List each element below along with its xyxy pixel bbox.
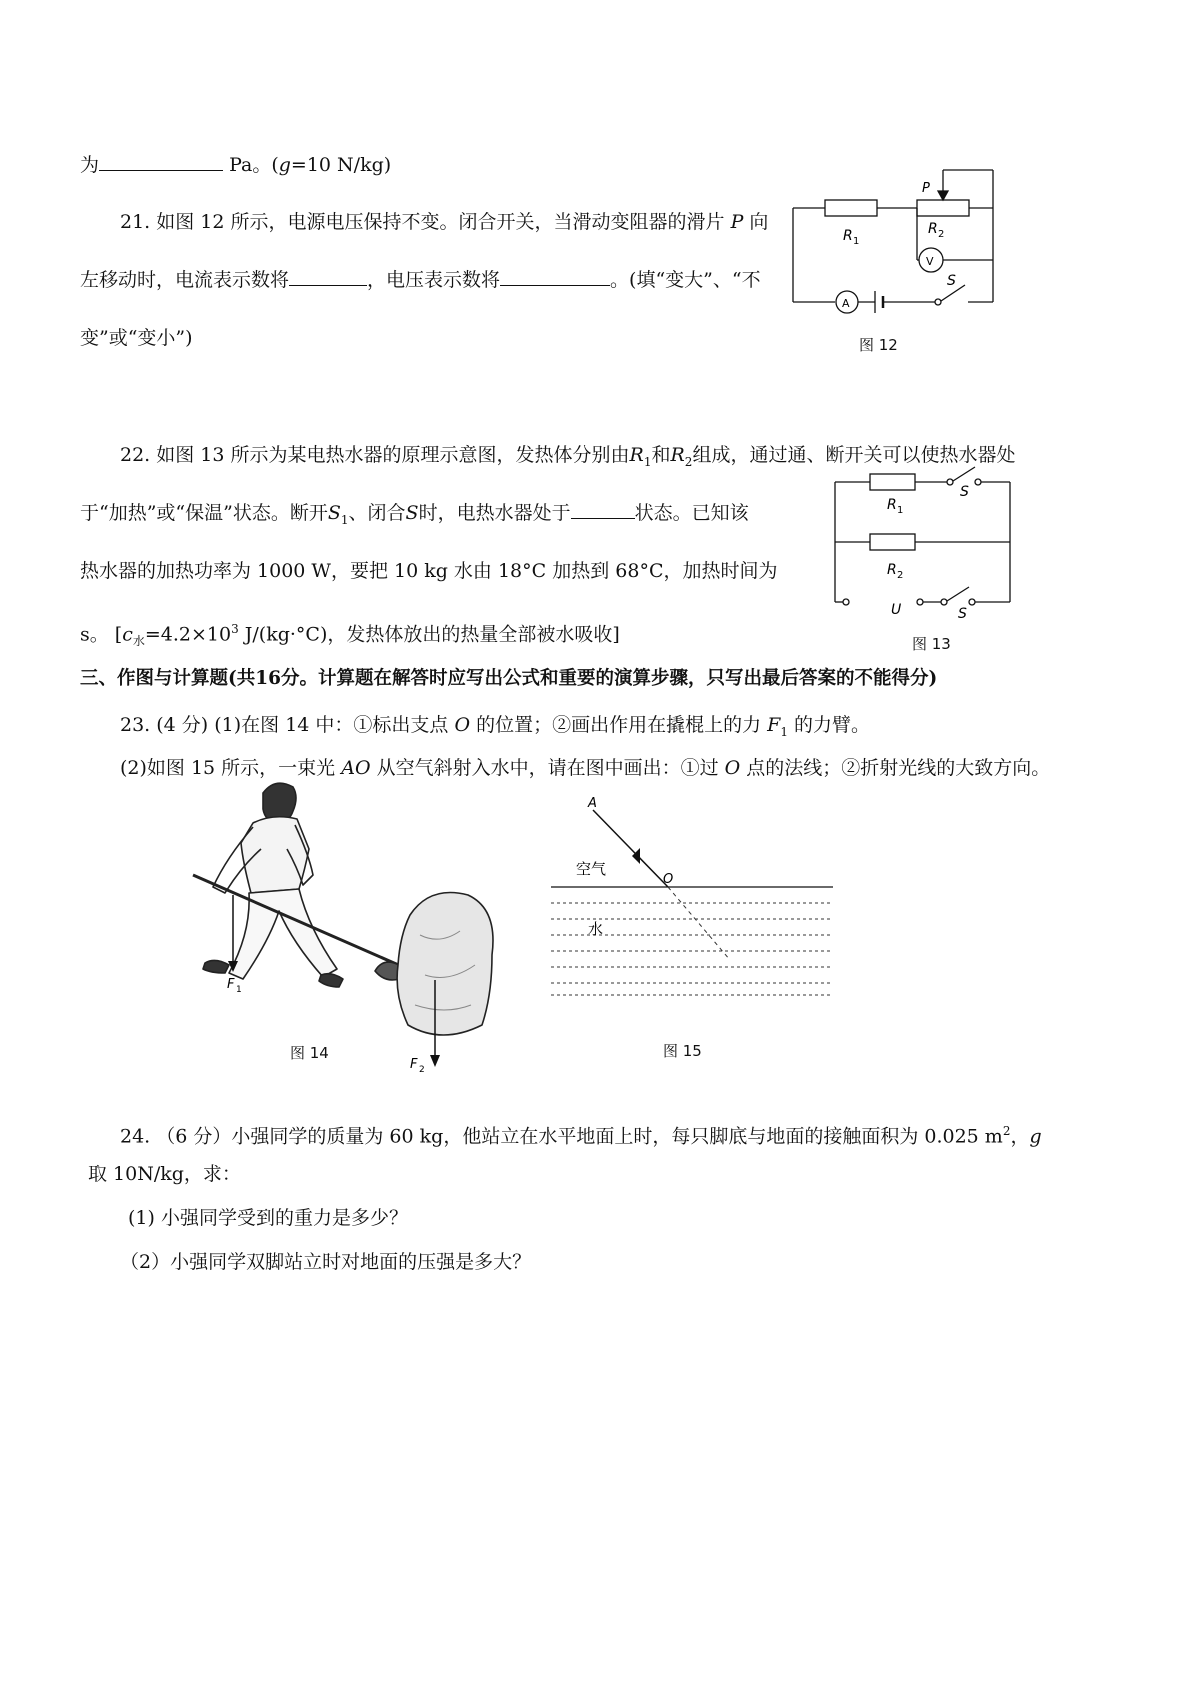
q24-sub1: (1) 小强同学受到的重力是多少？ [128, 1207, 408, 1229]
q24-text-b: ， [1010, 1125, 1030, 1148]
q22-text-c: J/(kg·°C)，发热体放出的热量全部被水吸收] [238, 623, 620, 646]
air-label: 空气 [576, 860, 607, 878]
o-symbol: O [724, 757, 741, 779]
r-sub-1: 1 [643, 454, 652, 469]
s-symbol: S [405, 502, 419, 524]
figure-13-caption: 图 13 [912, 635, 951, 653]
s1-label: S [960, 484, 969, 500]
g-symbol: g [278, 154, 291, 176]
q20-tail [80, 153, 391, 177]
figure-15-caption: 图 15 [663, 1042, 702, 1060]
q23-text-a: (2)如图 15 所示，一束光 [120, 757, 336, 779]
a-label: A [588, 796, 597, 811]
s-sub-1: 1 [340, 512, 349, 527]
r2-label: R [928, 221, 938, 237]
r-symbol: R [670, 444, 685, 466]
q22-line2 [80, 501, 749, 532]
resistor-r1 [825, 200, 877, 216]
c-sub-water: 水 [132, 634, 145, 649]
resistor-r2 [917, 200, 969, 216]
figure-12-caption: 图 12 [859, 336, 898, 354]
answer-blank[interactable] [571, 502, 635, 519]
figure-12-circuit [785, 165, 1000, 350]
f2-label: F [410, 1057, 418, 1072]
f-symbol: F [767, 714, 781, 736]
q22-text-b: 、闭合 [348, 502, 406, 524]
r-sub-2: 2 [684, 454, 693, 469]
q21-text-c: 。(填“变大”、“不 [610, 269, 761, 291]
f1-label: F [227, 977, 235, 992]
s-label: S [958, 606, 967, 622]
q24-sub2: （2）小强同学双脚站立时对地面的压强是多大？ [120, 1251, 532, 1273]
q21-line1 [120, 210, 768, 234]
figure-14-caption: 图 14 [290, 1044, 329, 1062]
f-sub: 1 [780, 724, 788, 739]
a-label: A [842, 297, 850, 310]
s-symbol: S [327, 502, 341, 524]
q21-text-b: ，电压表示数将 [367, 269, 501, 291]
exponent: 3 [231, 622, 239, 636]
q20-unit: Pa。( [229, 154, 279, 176]
q20-g-value: =10 N/kg) [290, 154, 392, 176]
q22-line4 [80, 617, 620, 653]
water-label: 水 [588, 920, 604, 938]
section-heading: 三、作图与计算题(共16分。计算题在解答时应写出公式和重要的演算步骤，只写出最后答案的不能得分) [80, 668, 938, 689]
q22-text-a: s。 [ [80, 623, 123, 646]
q21-line3: 变”或“变小”) [80, 327, 193, 349]
resistor-r1 [870, 474, 915, 490]
r2-sub: 2 [897, 570, 904, 581]
ao-symbol: AO [341, 757, 371, 779]
q22-text-b: =4.2×10 [144, 623, 232, 646]
q23-line1 [120, 713, 870, 744]
q23-text-b: 从空气斜射入水中，请在图中画出：①过 [376, 757, 719, 779]
q22-and: 和 [651, 444, 671, 466]
r1-label: R [843, 228, 853, 244]
q24-text-a: 24. （6 分）小强同学的质量为 60 kg，他站立在水平地面上时，每只脚底与地面的接触面积为 0.025 m [120, 1125, 1003, 1148]
figure-15-refraction [548, 790, 838, 1005]
c-symbol: c [122, 623, 133, 646]
answer-blank[interactable] [500, 269, 610, 286]
r2-label: R [887, 562, 897, 578]
q23-text-c: 点的法线；②折射光线的大致方向。 [746, 757, 1051, 779]
q24-line2: 取 10N/kg，求： [88, 1163, 241, 1185]
u-label: U [891, 602, 902, 618]
answer-blank[interactable] [289, 269, 367, 286]
answer-blank[interactable] [99, 154, 223, 171]
f2-sub: 2 [419, 1065, 425, 1075]
q22-line3: 热水器的加热功率为 1000 W，要把 10 kg 水由 18°C 加热到 68°C，加热时间为 [80, 560, 778, 582]
q21-text-a: 左移动时，电流表示数将 [80, 269, 290, 291]
q20-prefix: 为 [80, 154, 100, 176]
q24-line1 [120, 1119, 1042, 1148]
r1-label: R [887, 497, 897, 513]
q21-line2 [80, 268, 761, 292]
q22-text-a: 22. 如图 13 所示为某电热水器的原理示意图，发热体分别由 [120, 444, 630, 466]
r1-sub: 1 [853, 236, 860, 247]
r2-sub: 2 [938, 229, 945, 240]
q21-text-end: 向 [749, 211, 769, 233]
resistor-r2 [870, 534, 915, 550]
q21-text: 21. 如图 12 所示，电源电压保持不变。闭合开关，当滑动变阻器的滑片 [120, 211, 725, 233]
s-label: S [947, 273, 956, 289]
q22-text-c: 时，电热水器处于 [418, 502, 571, 524]
q22-text-b: 组成，通过通、断开关可以使热水器处 [692, 444, 1016, 466]
p-label: P [922, 181, 930, 196]
f1-sub: 1 [236, 985, 242, 995]
m2-exponent: 2 [1002, 1124, 1011, 1138]
r1-sub: 1 [897, 505, 904, 516]
p-symbol: P [730, 211, 744, 233]
q22-text-a: 于“加热”或“保温”状态。断开 [80, 502, 328, 524]
q23-text-a: 23. (4 分) (1)在图 14 中：①标出支点 [120, 714, 449, 736]
o-label: O [663, 872, 674, 887]
q22-text-d: 状态。已知该 [634, 502, 749, 524]
v-label: V [926, 255, 934, 268]
q23-text-b: 的位置；②画出作用在撬棍上的力 [476, 714, 762, 736]
figure-14-lever [175, 775, 505, 1080]
r-symbol: R [629, 444, 644, 466]
q23-text-c: 的力臂。 [794, 714, 871, 736]
g-symbol: g [1029, 1125, 1042, 1148]
o-symbol: O [454, 714, 471, 736]
figure-13-circuit [825, 462, 1020, 627]
